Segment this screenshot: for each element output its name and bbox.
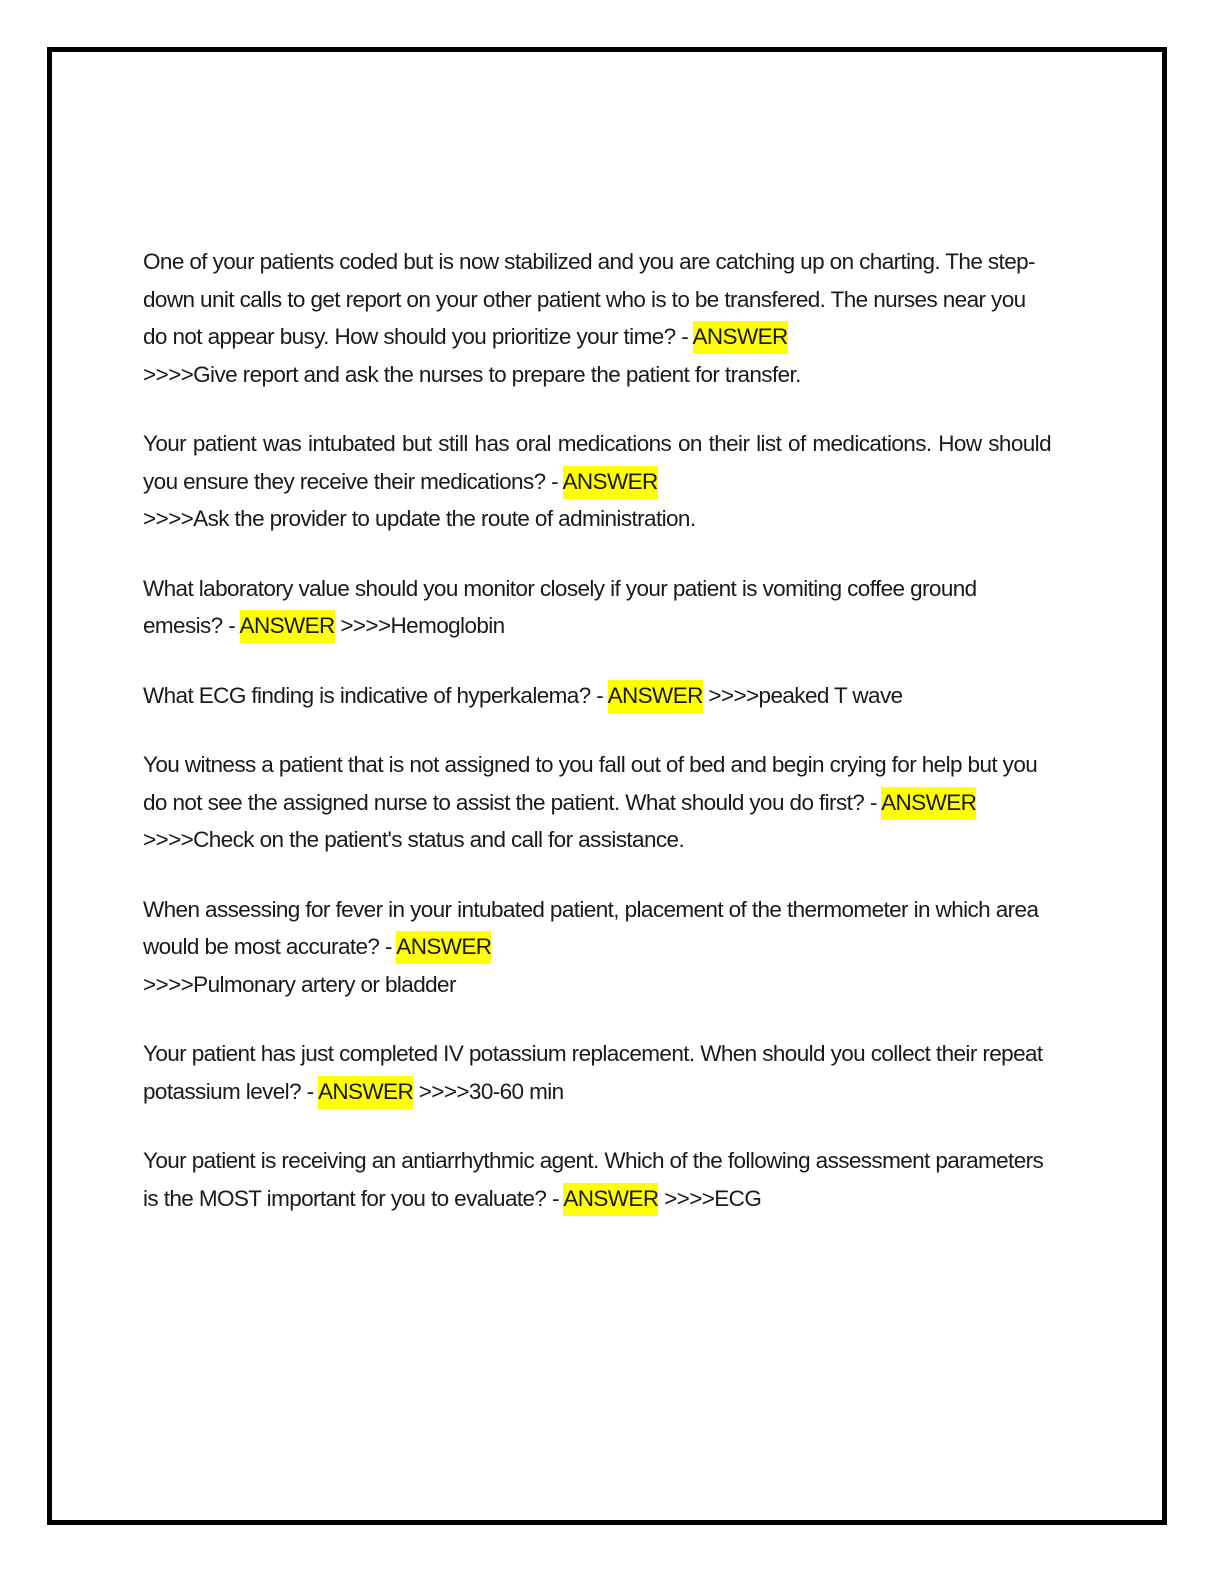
qa-item [143,677,1051,715]
question-text: You witness a patient that is not assigned to you fall out of bed and begin crying for help but you do not see the assigned nurse to assist the patient. What should you do first? - [143,752,1038,815]
answer-text: >>>>peaked T wave [702,682,903,708]
question-text: One of your patients coded but is now stabilized and you are catching up on charting. The step-down unit calls to get report on your other patient who is to be transfered. The nurses near you do not appear busy. How should you prioritize your time? - [143,249,1035,349]
qa-item [143,570,1051,645]
question-text: Your patient has just completed IV potassium replacement. When should you collect their repeat potassium level? - [143,1041,1043,1104]
qa-item [143,891,1051,1004]
answer-label: ANSWER [563,466,658,499]
answer-label: ANSWER [240,610,335,643]
answer-text: >>>>Ask the provider to update the route of administration. [143,506,696,531]
question-text: When assessing for fever in your intubated patient, placement of the thermometer in which area would be most accurate? - [143,896,1039,959]
answer-text: >>>>Check on the patient's status and call for assistance. [143,827,685,852]
document-body [143,243,1051,1249]
qa-item [143,1035,1051,1110]
qa-item [143,1142,1051,1217]
answer-label: ANSWER [318,1076,413,1109]
answer-text: >>>>Give report and ask the nurses to prepare the patient for transfer. [143,361,801,387]
answer-label: ANSWER [396,931,491,964]
answer-text: >>>>Pulmonary artery or bladder [143,971,456,997]
answer-text: >>>>30-60 min [413,1078,564,1104]
question-text: Your patient was intubated but still has oral medications on their list of medications. How should you ensure they receive their medications? - [143,431,1051,494]
answer-label: ANSWER [881,787,976,820]
answer-label: ANSWER [563,1183,658,1216]
question-text: Your patient is receiving an antiarrhythmic agent. Which of the following assessment parameters is the MOST important for you to evaluate? - [143,1148,1044,1211]
answer-label: ANSWER [608,680,703,713]
answer-text: >>>>Hemoglobin [334,613,505,638]
question-text: What laboratory value should you monitor closely if your patient is vomiting coffee ground emesis? - [143,575,977,638]
qa-item [143,746,1051,859]
answer-label: ANSWER [693,321,788,354]
qa-item [143,425,1051,538]
question-text: What ECG finding is indicative of hyperkalema? - [143,682,608,708]
qa-item [143,243,1051,393]
answer-text: >>>>ECG [658,1185,762,1211]
